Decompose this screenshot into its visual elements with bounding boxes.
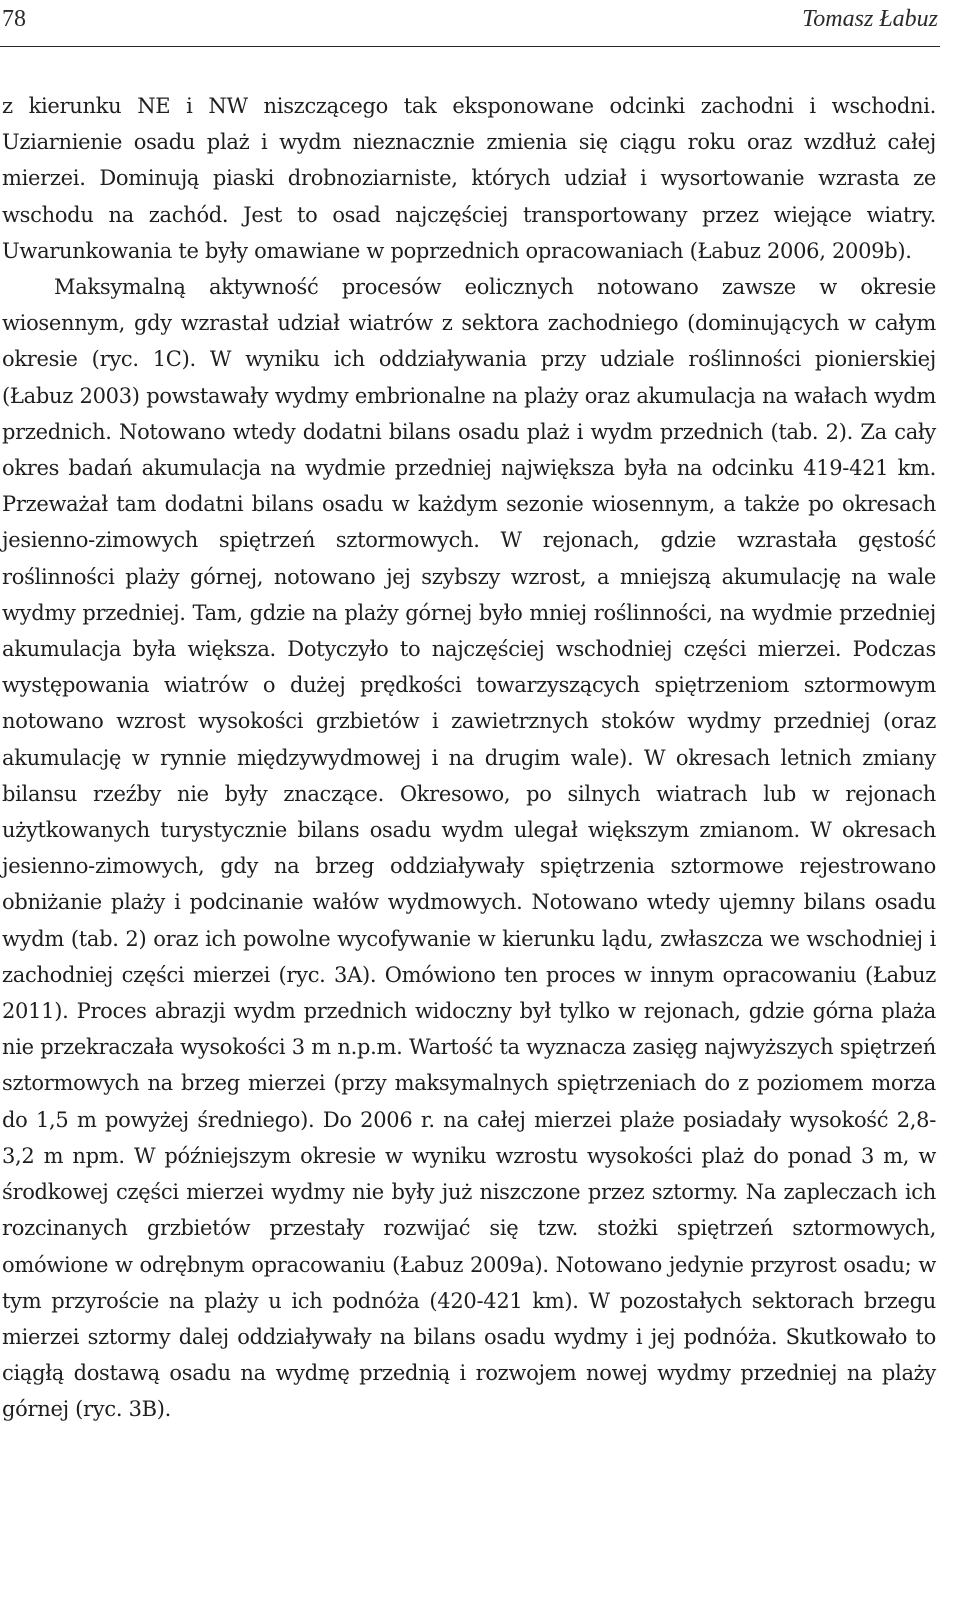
paragraph-aeolian-processes: Maksymalną aktywność procesów eolicznych notowano zawsze w okresie wiosennym, gdy wzrastał udział wiatrów z sektora zachodniego (dominujących w całym okresie (ryc. 1C). W wyniku ich oddziaływania przy udziale roślinności pionierskiej (Łabuz 2003) powstawały wydmy embrionalne na plaży oraz akumulacja na wałach wydm przednich. Notowano wtedy dodatni bilans osadu plaż i wydm przednich (tab. 2). Za cały okres badań akumulacja na wydmie przedniej największa była na odcinku 419-421 km. Przeważał tam dodatni bilans osadu w każdym sezonie wiosennym, a także po okresach jesienno-zimowych spiętrzeń sztormowych. W rejonach, gdzie wzrastała gęstość roślinności plaży górnej, notowano jej szybszy wzrost, a mniejszą akumulację na wale wydmy przedniej. Tam, gdzie na plaży górnej było mniej roślinności, na wydmie przedniej akumulacja była większa. Dotyczyło to najczęściej wschodniej części mierzei. Podczas występowania wiatrów o dużej prędkości towarzyszących spiętrzeniom sztormowym notowano wzrost wysokości grzbietów i zawietrznych stoków wydmy przedniej (oraz akumulację w rynnie międzywydmowej i na drugim wale). W okresach letnich zmiany bilansu rzeźby nie były znaczące. Okresowo, po silnych wiatrach lub w rejonach użytkowanych turystycznie bilans osadu wydm ulegał większym zmianom. W okresach jesienno-zimowych, gdy na brzeg oddziaływały spiętrzenia sztormowe rejestrowano obniżanie plaży i podcinanie wałów wydmowych. Notowano wtedy ujemny bilans osadu wydm (tab. 2) oraz ich powolne wycofywanie w kierunku lądu, zwłaszcza we wschodniej i zachodniej części mierzei (ryc. 3A). Omówiono ten proces w innym opracowaniu (Łabuz 2011). Proces abrazji wydm przednich widoczny był tylko w rejonach, gdzie górna plaża nie przekraczała wysokości 3 m n.p.m. Wartość ta wyznacza zasięg najwyższych spiętrzeń sztormowych na brzeg mierzei (przy maksymalnych spiętrzeniach do z poziomem morza do 1,5 m powyżej średniego). Do 2006 r. na całej mierzei plaże posiadały wysokość 2,8-3,2 m npm. W późniejszym okresie w wyniku wzrostu wysokości plaż do ponad 3 m, w środkowej części mierzei wydmy nie były już niszczone przez sztormy. Na zapleczach ich rozcinanych grzbietów przestały rozwijać się tzw. stożki spiętrzeń sztormowych, omówione w odrębnym opracowaniu (Łabuz 2009a). Notowano jedynie przyrost osadu; w tym przyroście na plaży u ich podnóża (420-421 km). W pozostałych sektorach brzegu mierzei sztormy dalej oddziaływały na bilans osadu wydmy i jej podnóża. Skutkowało to ciągłą dostawą osadu na wydmę przednią i rozwojem nowej wydmy przedniej na plaży górnej (ryc. 3B). [2, 275, 936, 1422]
running-header [0, 0, 940, 47]
paragraph-continuation: z kierunku NE i NW niszczącego tak eksponowane odcinki zachodni i wschodni. Uziarnienie osadu plaż i wydm nieznacznie zmienia się ciągu roku oraz wzdłuż całej mierzei. Dominują piaski drobnoziarniste, których udział i wysortowanie wzrasta ze wschodu na zachód. Jest to osad najczęściej transportowany przez wiejące wiatry. Uwarunkowania te były omawiane w poprzednich opracowaniach (Łabuz 2006, 2009b). [2, 94, 936, 263]
author-name: Tomasz Łabuz [802, 6, 938, 32]
body-text [2, 88, 936, 1428]
page-number: 78 [2, 6, 26, 32]
